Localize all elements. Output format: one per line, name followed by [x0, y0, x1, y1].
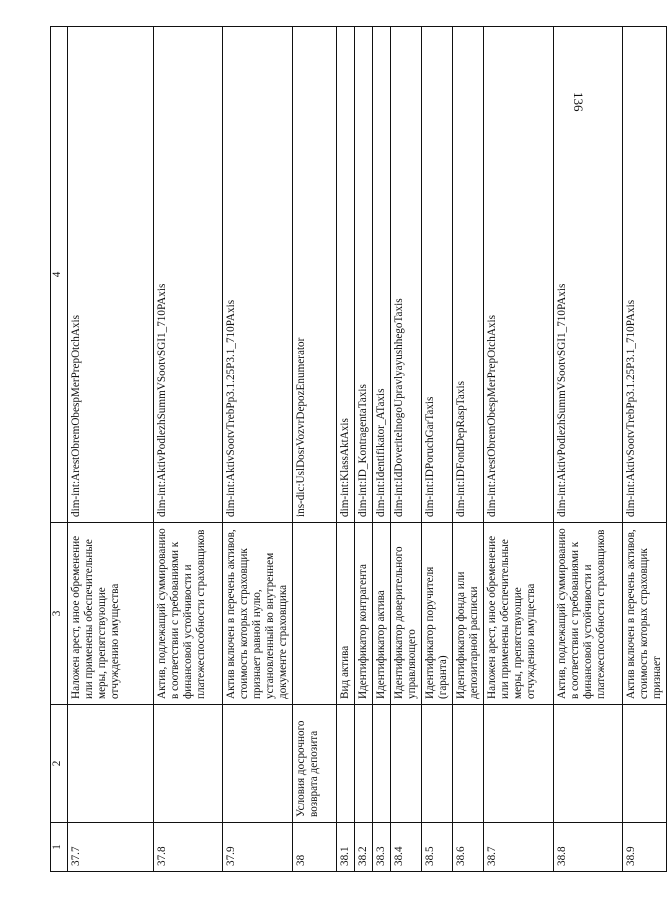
row-description: Идентификатор поручителя (гаранта) — [421, 523, 452, 705]
row-code: dim-int:AktivSootvTrebPp3.1.25P3.1_710PAxis — [223, 27, 293, 523]
row-description: Актив включен в перечень активов, стоимость которых страховщик признает — [622, 523, 666, 705]
column-header: 1 — [51, 823, 68, 872]
table-row — [421, 27, 452, 872]
row-description: Наложен арест, иное обременение или применены обеспечительные меры, препятствующие отчуждению имущества — [68, 523, 154, 705]
table-row — [553, 27, 622, 872]
row-name — [154, 705, 223, 823]
row-description: Актив, подлежащий суммированию в соответствии с требованиями к финансовой устойчивости и платежеспособности страховщиков — [553, 523, 622, 705]
row-description: Актив, подлежащий суммированию в соответствии с требованиями к финансовой устойчивости и платежеспособности страховщиков — [154, 523, 223, 705]
table-row — [390, 27, 421, 872]
row-name — [553, 705, 622, 823]
row-description: Идентификатор фонда или депозитарной расписки — [452, 523, 483, 705]
row-code: dim-int:AktivSootvTrebPp3.1.25P3.1_710PAxis — [622, 27, 666, 523]
column-header: 3 — [51, 523, 68, 705]
row-name — [354, 705, 372, 823]
row-code: dim-int:AktivPodlezhSummVSootvSGI1_710PAxis — [553, 27, 622, 523]
row-name: Условия досрочного возврата депозита — [292, 705, 336, 823]
row-number: 38.6 — [452, 823, 483, 872]
row-name — [223, 705, 293, 823]
row-code: dim-int:IDFondDepRaspTaxis — [452, 27, 483, 523]
row-name — [390, 705, 421, 823]
table-row — [372, 27, 390, 872]
row-description: Актив включен в перечень активов, стоимость которых страховщик признает равной нулю, установленный во внутреннем документе страховщика — [223, 523, 293, 705]
row-number: 38.7 — [483, 823, 553, 872]
row-name — [336, 705, 354, 823]
page-number: 136 — [571, 92, 586, 112]
row-code: dim-int:Identifikator_ATaxis — [372, 27, 390, 523]
row-code: dim-int:IdDoveritelnogoUpravlyayushhegoTaxis — [390, 27, 421, 523]
row-number: 37.9 — [223, 823, 293, 872]
row-number: 38.1 — [336, 823, 354, 872]
row-description: Наложен арест, иное обременение или применены обеспечительные меры, препятствующие отчуждению имущества — [483, 523, 553, 705]
table-row — [483, 27, 553, 872]
row-code: dim-int:KlassAktAxis — [336, 27, 354, 523]
row-number: 38.9 — [622, 823, 666, 872]
row-number: 38.5 — [421, 823, 452, 872]
row-code: ins-dic:UslDosrVozvrDepozEnumerator — [292, 27, 336, 523]
row-description — [292, 523, 336, 705]
row-name — [452, 705, 483, 823]
table-row — [68, 27, 154, 872]
row-number: 38.2 — [354, 823, 372, 872]
row-code: dim-int:ArestObremObespMerPrepOtchAxis — [483, 27, 553, 523]
row-code: dim-int:IDPoruchGarTaxis — [421, 27, 452, 523]
row-code: dim-int:ArestObremObespMerPrepOtchAxis — [68, 27, 154, 523]
table-row — [154, 27, 223, 872]
row-number: 37.8 — [154, 823, 223, 872]
table-row — [622, 27, 666, 872]
row-description: Идентификатор актива — [372, 523, 390, 705]
row-code: dim-int:AktivPodlezhSummVSootvSGI1_710PAxis — [154, 27, 223, 523]
row-number: 37.7 — [68, 823, 154, 872]
table-header-row — [51, 27, 68, 872]
row-name — [421, 705, 452, 823]
row-description: Идентификатор доверительного управляющего — [390, 523, 421, 705]
data-table — [50, 26, 667, 872]
row-number: 38.8 — [553, 823, 622, 872]
row-name — [372, 705, 390, 823]
row-description: Вид актива — [336, 523, 354, 705]
table-row — [354, 27, 372, 872]
row-number: 38 — [292, 823, 336, 872]
rotated-page-content — [50, 27, 663, 872]
row-code: dim-int:ID_KontragentaTaxis — [354, 27, 372, 523]
table-row — [452, 27, 483, 872]
row-number: 38.3 — [372, 823, 390, 872]
row-name — [622, 705, 666, 823]
table-row — [336, 27, 354, 872]
row-name — [483, 705, 553, 823]
table-row — [292, 27, 336, 872]
row-number: 38.4 — [390, 823, 421, 872]
column-header: 4 — [51, 27, 68, 523]
table-row — [223, 27, 293, 872]
column-header: 2 — [51, 705, 68, 823]
row-name — [68, 705, 154, 823]
row-description: Идентификатор контрагента — [354, 523, 372, 705]
